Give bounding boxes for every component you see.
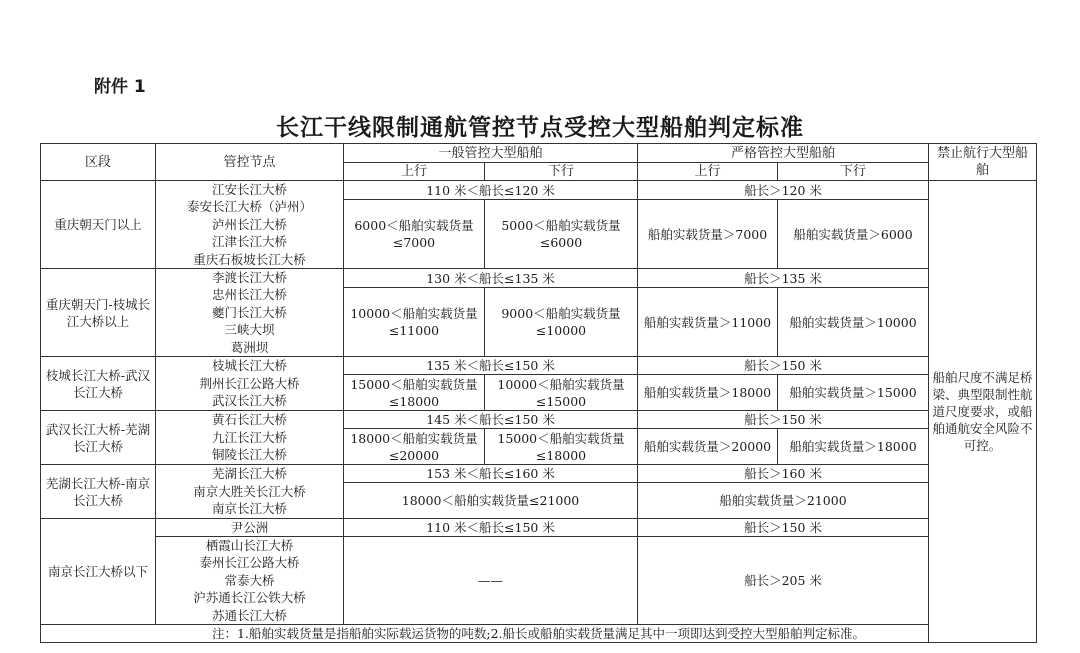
table-row bbox=[41, 269, 1037, 288]
strict-down-cargo: 船舶实载货量＞6000 bbox=[778, 200, 929, 269]
node-item: 江津长江大桥 bbox=[211, 234, 287, 250]
attachment-label: 附件 1 bbox=[94, 77, 146, 97]
strict-length: 船长＞120 米 bbox=[638, 181, 929, 200]
strict-up-cargo: 船舶实载货量＞7000 bbox=[638, 200, 778, 269]
segment-cell: 枝城长江大桥-武汉长江大桥 bbox=[41, 357, 156, 411]
segment-cell: 重庆朝天门-枝城长江大桥以上 bbox=[41, 269, 156, 357]
header-row-1 bbox=[41, 144, 1037, 163]
segment-cell: 武汉长江大桥-芜湖长江大桥 bbox=[41, 411, 156, 465]
strict-up-cargo: 船舶实载货量＞11000 bbox=[638, 288, 778, 357]
node-item: 荆州长江公路大桥 bbox=[199, 375, 300, 391]
general-up-cargo: 18000＜船舶实载货量≤20000 bbox=[344, 429, 485, 465]
node-list bbox=[156, 465, 344, 519]
node-item: 忠州长江大桥 bbox=[211, 287, 287, 303]
node-item: 黄石长江大桥 bbox=[211, 412, 287, 428]
node-item: 夔门长江大桥 bbox=[211, 304, 287, 320]
general-length: 135 米＜船长≤150 米 bbox=[344, 357, 638, 375]
node-item: 九江长江大桥 bbox=[211, 429, 287, 445]
node-item: 泸州长江大桥 bbox=[211, 216, 287, 232]
table-row bbox=[41, 411, 1037, 429]
strict-down-cargo: 船舶实载货量＞10000 bbox=[778, 288, 929, 357]
header-general: 一般管控大型船舶 bbox=[344, 144, 638, 163]
header-general-down: 下行 bbox=[485, 163, 638, 181]
segment-cell: 重庆朝天门以上 bbox=[41, 181, 156, 269]
general-down-cargo: 5000＜船舶实载货量≤6000 bbox=[485, 200, 638, 269]
node-item: 常泰大桥 bbox=[224, 572, 275, 588]
node-list bbox=[156, 269, 344, 357]
node-item: 重庆石板坡长江大桥 bbox=[193, 251, 306, 267]
strict-length: 船长＞150 米 bbox=[638, 519, 929, 537]
node-list bbox=[156, 181, 344, 269]
general-rest: —— bbox=[344, 537, 638, 625]
node-item: 沪苏通长江公铁大桥 bbox=[193, 590, 306, 606]
node-list bbox=[156, 411, 344, 465]
strict-up-cargo: 船舶实载货量＞18000 bbox=[638, 375, 778, 411]
node-item: 泰安长江大桥（泸州） bbox=[186, 199, 312, 215]
note-row bbox=[41, 625, 1037, 643]
strict-down-cargo: 船舶实载货量＞18000 bbox=[778, 429, 929, 465]
strict-down-cargo: 船舶实载货量＞15000 bbox=[778, 375, 929, 411]
header-strict-up: 上行 bbox=[638, 163, 778, 181]
node-item: 泰州长江公路大桥 bbox=[199, 555, 300, 571]
general-up-cargo: 15000＜船舶实载货量≤18000 bbox=[344, 375, 485, 411]
segment-cell: 芜湖长江大桥-南京长江大桥 bbox=[41, 465, 156, 519]
document-title: 长江干线限制通航管控节点受控大型船舶判定标准 bbox=[276, 115, 804, 141]
node-item: 武汉长江大桥 bbox=[211, 393, 287, 409]
node-item: 南京长江大桥 bbox=[211, 501, 287, 517]
header-strict-down: 下行 bbox=[778, 163, 929, 181]
table-row bbox=[41, 537, 1037, 625]
header-general-up: 上行 bbox=[344, 163, 485, 181]
general-cargo: 18000＜船舶实载货量≤21000 bbox=[344, 483, 638, 519]
strict-rest: 船长＞205 米 bbox=[638, 537, 929, 625]
standards-table bbox=[40, 143, 1037, 643]
general-length: 110 米＜船长≤120 米 bbox=[344, 181, 638, 200]
header-banned: 禁止航行大型船舶 bbox=[929, 144, 1037, 181]
header-segment: 区段 bbox=[41, 144, 156, 181]
node-item: 芜湖长江大桥 bbox=[211, 466, 287, 482]
strict-length: 船长＞160 米 bbox=[638, 465, 929, 483]
node-item: 尹公洲 bbox=[156, 519, 344, 537]
segment-cell: 南京长江大桥以下 bbox=[41, 519, 156, 625]
general-down-cargo: 15000＜船舶实载货量≤18000 bbox=[485, 429, 638, 465]
node-item: 枝城长江大桥 bbox=[211, 358, 287, 374]
node-list bbox=[156, 537, 344, 625]
general-length: 110 米＜船长≤150 米 bbox=[344, 519, 638, 537]
general-up-cargo: 10000＜船舶实载货量≤11000 bbox=[344, 288, 485, 357]
node-item: 栖霞山长江大桥 bbox=[205, 538, 294, 554]
general-length: 145 米＜船长≤150 米 bbox=[344, 411, 638, 429]
table-row bbox=[41, 181, 1037, 200]
table-note: 注：1.船舶实载货量是指船舶实际载运货物的吨数;2.船长或船舶实载货量满足其中一项即达到受控大型船舶判定标准。 bbox=[41, 625, 1037, 643]
strict-up-cargo: 船舶实载货量＞20000 bbox=[638, 429, 778, 465]
header-strict: 严格管控大型船舶 bbox=[638, 144, 929, 163]
general-length: 130 米＜船长≤135 米 bbox=[344, 269, 638, 288]
node-item: 三峡大坝 bbox=[224, 322, 275, 338]
node-item: 铜陵长江大桥 bbox=[211, 447, 287, 463]
table-row bbox=[41, 519, 1037, 537]
node-list bbox=[156, 357, 344, 411]
strict-length: 船长＞135 米 bbox=[638, 269, 929, 288]
table-row bbox=[41, 357, 1037, 375]
strict-length: 船长＞150 米 bbox=[638, 357, 929, 375]
node-item: 南京大胜关长江大桥 bbox=[193, 483, 306, 499]
table-row bbox=[41, 465, 1037, 483]
banned-criteria: 船舶尺度不满足桥梁、典型限制性航道尺度要求，或船舶通航安全风险不可控。 bbox=[929, 181, 1037, 643]
general-down-cargo: 10000＜船舶实载货量≤15000 bbox=[485, 375, 638, 411]
node-item: 江安长江大桥 bbox=[211, 182, 287, 197]
node-item: 葛洲坝 bbox=[230, 339, 269, 355]
header-node: 管控节点 bbox=[156, 144, 344, 181]
strict-length: 船长＞150 米 bbox=[638, 411, 929, 429]
strict-cargo: 船舶实载货量＞21000 bbox=[638, 483, 929, 519]
node-item: 苏通长江大桥 bbox=[211, 607, 287, 623]
general-up-cargo: 6000＜船舶实载货量≤7000 bbox=[344, 200, 485, 269]
general-length: 153 米＜船长≤160 米 bbox=[344, 465, 638, 483]
node-item: 李渡长江大桥 bbox=[211, 270, 287, 286]
general-down-cargo: 9000＜船舶实载货量≤10000 bbox=[485, 288, 638, 357]
